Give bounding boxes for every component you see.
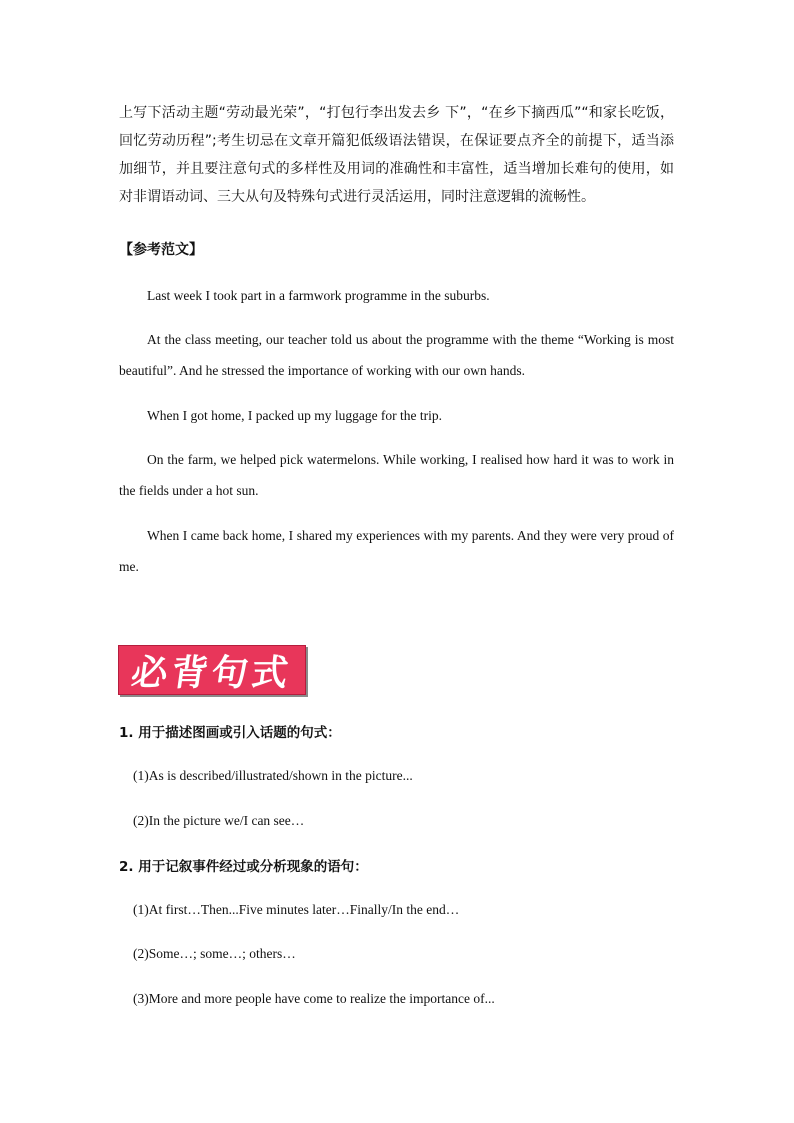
pattern-item: (2)In the picture we/I can see… bbox=[133, 813, 305, 828]
banner-text: 必背句式 bbox=[128, 652, 295, 694]
intro-paragraph: 上写下活动主题“劳动最光荣”，“打包行李出发去乡 下”，“在乡下摘西瓜”“和家长吃饭，回忆劳动历程”;考生切忌在文章开篇犯低级语法错误，在保证要点齐全的前提下，适当添加细节，并且要注意句式的多样性及用词的准确性和丰富性，适当增加长难句的使用，如对非谓语动词、三大从句及特殊句式进行灵活运用，同时注意逻辑的流畅性。 bbox=[119, 105, 674, 205]
pattern-item: (1)As is described/illustrated/shown in the picture... bbox=[133, 768, 413, 783]
reference-essay-heading: 【参考范文】 bbox=[119, 242, 203, 258]
essay-paragraph-2: At the class meeting, our teacher told us about the programme with the theme “Working is most beautiful”. And he stressed the importance of working with our own hands. bbox=[119, 332, 674, 378]
essay-paragraph-1: Last week I took part in a farmwork programme in the suburbs. bbox=[147, 288, 490, 303]
must-memorize-sentence-patterns-banner bbox=[118, 645, 306, 695]
section-title-narrate-events: 2. 用于记叙事件经过或分析现象的语句： bbox=[119, 859, 368, 875]
essay-paragraph-4: On the farm, we helped pick watermelons. While working, I realised how hard it was to work in the fields under a hot sun. bbox=[119, 452, 674, 498]
pattern-item: (3)More and more people have come to realize the importance of... bbox=[133, 991, 495, 1006]
essay-paragraph-3: When I got home, I packed up my luggage for the trip. bbox=[147, 408, 443, 423]
essay-paragraph-5: When I came back home, I shared my experiences with my parents. And they were very proud of me. bbox=[119, 528, 674, 574]
section-title-describe-picture: 1. 用于描述图画或引入话题的句式： bbox=[119, 725, 341, 741]
pattern-item: (1)At first…Then...Five minutes later…Finally/In the end… bbox=[133, 902, 460, 917]
pattern-item: (2)Some…; some…; others… bbox=[133, 946, 296, 961]
